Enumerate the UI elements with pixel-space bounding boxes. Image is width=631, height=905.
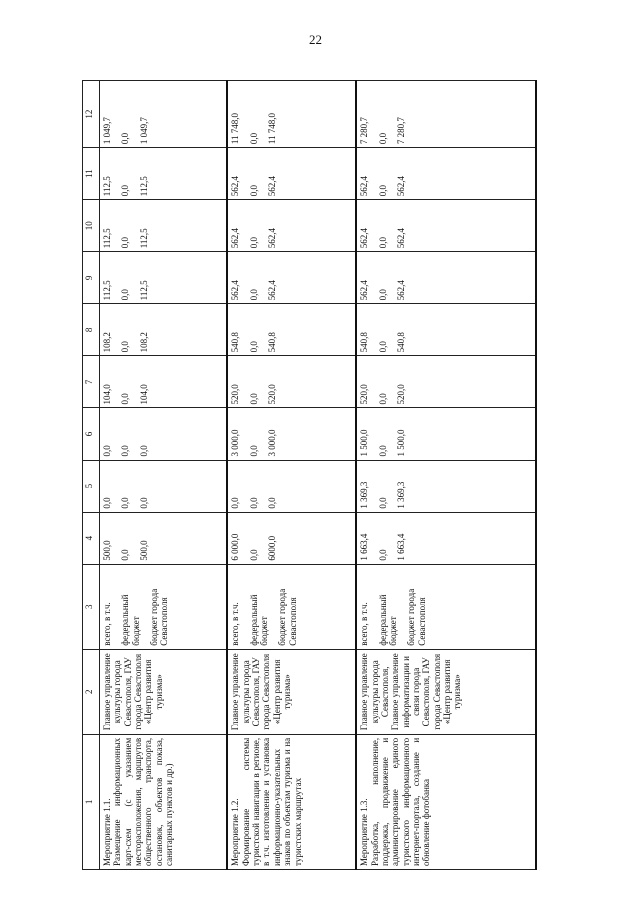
value: 0,0 (102, 497, 112, 509)
executor-cell: Главное управление культуры города Севастополя, ГАУ города Севастополя «Центр развития туризма» (100, 649, 228, 734)
value: 1 663,4 (395, 533, 406, 561)
measure-title: Мероприятие 1.2. (230, 798, 241, 866)
value: 1 500,0 (359, 429, 370, 457)
value-cell-col-7 (227, 356, 356, 408)
value: 0,0 (248, 237, 259, 249)
funding-source: бюджет города Севастополя (406, 588, 427, 646)
value: 3 000,0 (267, 429, 278, 457)
funding-source-cell (100, 564, 228, 649)
value: 562,4 (267, 228, 278, 249)
value: 520,0 (267, 384, 278, 405)
value: 540,8 (230, 332, 241, 353)
funding-source: федеральный бюджет (248, 594, 270, 646)
value: 0,0 (248, 184, 259, 197)
value: 0,0 (377, 289, 388, 301)
value: 108,2 (138, 332, 149, 353)
value-cell-col-9 (356, 252, 536, 304)
value-cell-col-4 (227, 512, 356, 564)
value: 1 369,3 (359, 481, 370, 509)
value: 0,0 (248, 289, 259, 301)
value-cell-col-7 (100, 356, 228, 408)
column-header-3: 3 (83, 564, 100, 649)
value: 0,0 (248, 132, 259, 145)
value: 0,0 (120, 237, 131, 249)
table-row (356, 81, 536, 870)
value: 11 748,0 (267, 112, 278, 145)
value-cell-col-6 (227, 408, 356, 460)
value: 0,0 (120, 497, 131, 509)
column-header-8: 8 (83, 304, 100, 356)
value: 7 280,7 (395, 117, 406, 145)
measure-title: Мероприятие 1.3. (359, 798, 370, 866)
value: 11 748,0 (230, 112, 241, 145)
measure-cell (227, 734, 356, 869)
funding-source: всего, в т.ч. (230, 602, 241, 646)
column-header-10: 10 (83, 200, 100, 252)
value: 0,0 (377, 184, 388, 197)
value-cell-col-11 (227, 148, 356, 200)
value: 540,8 (395, 332, 406, 353)
value: 562,4 (230, 175, 241, 197)
value-cell-col-12 (227, 81, 356, 148)
measure-description: Формирование системы туристской навигации в регионе, в т.ч. изготовление и установка информационно-указательных знаков по объектам туризма и на туристских маршрутах (240, 737, 303, 866)
column-header-2: 2 (83, 649, 100, 734)
value: 520,0 (395, 384, 406, 405)
budget-table (82, 80, 537, 870)
value: 112,5 (102, 228, 112, 249)
value: 0,0 (377, 497, 388, 509)
value-cell-col-6 (100, 408, 228, 460)
funding-source: всего, в т.ч. (102, 602, 112, 646)
table-row (100, 81, 228, 870)
value-cell-col-8 (227, 304, 356, 356)
column-header-6: 6 (83, 408, 100, 460)
column-header-5: 5 (83, 460, 100, 512)
funding-source: бюджет города Севастополя (277, 588, 298, 646)
measure-cell (356, 734, 536, 869)
value: 0,0 (248, 393, 259, 405)
value-cell-col-7 (356, 356, 536, 408)
value: 562,4 (395, 228, 406, 249)
value: 1 663,4 (359, 533, 370, 561)
value: 0,0 (120, 341, 131, 353)
value: 0,0 (377, 237, 388, 249)
value: 562,4 (230, 280, 241, 301)
funding-source-cell (356, 564, 536, 649)
value: 7 280,7 (359, 117, 370, 145)
column-header-9: 9 (83, 252, 100, 304)
value: 562,4 (267, 175, 278, 197)
value-cell-col-5 (100, 460, 228, 512)
column-header-12: 12 (83, 81, 100, 148)
column-header-7: 7 (83, 356, 100, 408)
value-cell-col-11 (356, 148, 536, 200)
value: 3 000,0 (230, 429, 241, 457)
value: 540,8 (267, 332, 278, 353)
value-cell-col-5 (227, 460, 356, 512)
value: 562,4 (359, 280, 370, 301)
value: 0,0 (230, 497, 241, 509)
value: 520,0 (230, 384, 241, 405)
value: 1 369,3 (395, 481, 406, 509)
value: 0,0 (248, 549, 259, 561)
rotated-table-wrapper (82, 80, 537, 870)
value-cell-col-10 (356, 200, 536, 252)
funding-source: бюджет города Севастополя (149, 588, 170, 646)
value: 6 000,0 (230, 533, 241, 561)
table-row (227, 81, 356, 870)
value: 6000,0 (267, 535, 278, 561)
value: 0,0 (138, 497, 149, 509)
value: 500,0 (102, 540, 112, 561)
value: 540,8 (359, 332, 370, 353)
value: 0,0 (377, 341, 388, 353)
value: 0,0 (102, 445, 112, 457)
page-number: 22 (309, 32, 322, 47)
value: 562,4 (395, 280, 406, 301)
value: 562,4 (359, 228, 370, 249)
column-header-11: 11 (83, 148, 100, 200)
value: 0,0 (377, 549, 388, 561)
value: 0,0 (248, 341, 259, 353)
value-cell-col-12 (100, 81, 228, 148)
value-cell-col-9 (227, 252, 356, 304)
value: 0,0 (120, 445, 131, 457)
value: 0,0 (120, 549, 131, 561)
value-cell-col-9 (100, 252, 228, 304)
measure-description: Размещение информационных карт-схем (с указанием месторасположения, маршрутов общественного транспорта, остановок, объектов показа, санитарных пунктов и др.) (112, 737, 175, 866)
measure-cell (100, 734, 228, 869)
value: 104,0 (102, 384, 112, 405)
value: 0,0 (120, 393, 131, 405)
value: 0,0 (248, 497, 259, 509)
value-cell-col-6 (356, 408, 536, 460)
value-cell-col-4 (356, 512, 536, 564)
executor-cell: Главное управление культуры города Севастополя, ГАУ города Севастополя «Центр развития туризма» (227, 649, 356, 734)
value: 520,0 (359, 384, 370, 405)
value: 500,0 (138, 540, 149, 561)
value: 112,5 (138, 228, 149, 249)
value: 0,0 (248, 445, 259, 457)
value: 562,4 (359, 175, 370, 197)
value-cell-col-4 (100, 512, 228, 564)
value-cell-col-12 (356, 81, 536, 148)
value: 562,4 (230, 228, 241, 249)
value-cell-col-5 (356, 460, 536, 512)
funding-source: федеральный бюджет (120, 594, 141, 646)
value: 0,0 (120, 289, 131, 301)
value: 1 049,7 (102, 117, 112, 145)
table-body (100, 81, 537, 870)
value-cell-col-8 (100, 304, 228, 356)
value-cell-col-11 (100, 148, 228, 200)
value: 0,0 (377, 132, 388, 145)
value: 1 049,7 (138, 117, 149, 145)
value: 112,5 (138, 176, 149, 197)
value-cell-col-10 (100, 200, 228, 252)
value: 112,5 (102, 280, 112, 301)
funding-source-cell (227, 564, 356, 649)
value: 112,5 (102, 176, 112, 197)
value: 562,4 (267, 280, 278, 301)
value: 0,0 (377, 445, 388, 457)
executor-cell: Главное управление культуры города Севастополя, Главное управление информатизации и связи города Севастополя, ГАУ города Севастополя «Центр развития туризма» (356, 649, 536, 734)
funding-source: федеральный бюджет (377, 594, 398, 646)
value: 0,0 (120, 132, 131, 145)
value: 0,0 (267, 497, 278, 509)
column-header-4: 4 (83, 512, 100, 564)
value-cell-col-8 (356, 304, 536, 356)
value: 112,5 (138, 280, 149, 301)
value: 108,2 (102, 332, 112, 353)
value-cell-col-10 (227, 200, 356, 252)
value: 104,0 (138, 384, 149, 405)
column-header-1: 1 (83, 734, 100, 869)
funding-source: всего, в т.ч. (359, 602, 370, 646)
value: 562,4 (395, 175, 406, 197)
value: 0,0 (138, 445, 149, 457)
value: 0,0 (377, 393, 388, 405)
measure-title: Мероприятие 1.1. (102, 798, 112, 866)
value: 1 500,0 (395, 429, 406, 457)
value: 0,0 (120, 184, 131, 197)
header-row (83, 81, 100, 870)
measure-description: Разработка, наполнение, поддержка, продвижение и администрирование единого туристского информационного интернет-портала, создание и обновление фотобанка (369, 737, 432, 866)
